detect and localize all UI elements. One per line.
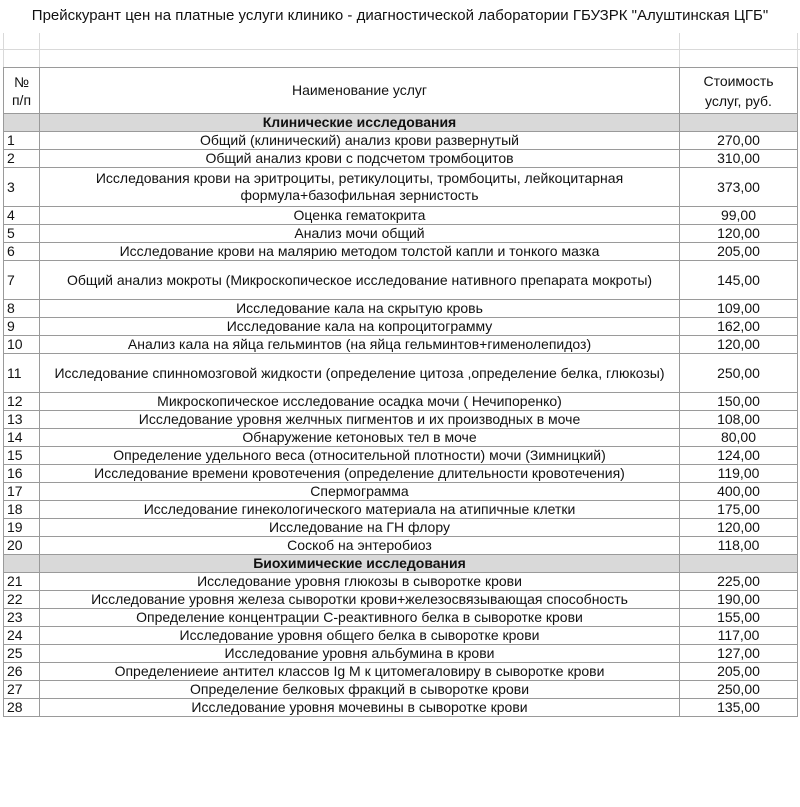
service-name-cell: Спермограмма (40, 483, 680, 501)
table-row (4, 354, 798, 393)
table-row (4, 627, 798, 645)
service-name-cell: Обнаружение кетоновых тел в моче (40, 429, 680, 447)
header-price-line2: услуг, руб. (705, 92, 772, 109)
section-title: Клинические исследования (40, 114, 680, 132)
table-row (4, 501, 798, 519)
service-price-cell: 120,00 (680, 225, 798, 243)
table-row (4, 318, 798, 336)
table-row (4, 393, 798, 411)
grid-line (679, 33, 680, 67)
row-number-cell: 11 (4, 354, 40, 393)
table-row (4, 663, 798, 681)
header-price-cell (680, 68, 798, 114)
table-row (4, 261, 798, 300)
row-number-cell: 6 (4, 243, 40, 261)
row-number-cell: 7 (4, 261, 40, 300)
service-name-cell: Исследование уровня общего белка в сыворотке крови (40, 627, 680, 645)
table-row (4, 681, 798, 699)
row-number-cell: 25 (4, 645, 40, 663)
service-name-cell: Определение удельного веса (относительной плотности) мочи (Зимницкий) (40, 447, 680, 465)
service-price-cell: 162,00 (680, 318, 798, 336)
service-name-cell: Исследование кала на копроцитограмму (40, 318, 680, 336)
table-row (4, 336, 798, 354)
row-number-cell: 20 (4, 537, 40, 555)
table-row (4, 519, 798, 537)
service-name-cell: Соскоб на энтеробиоз (40, 537, 680, 555)
row-number-cell: 21 (4, 573, 40, 591)
table-row (4, 168, 798, 207)
section-number-cell (4, 555, 40, 573)
row-number-cell: 1 (4, 132, 40, 150)
row-number-cell: 2 (4, 150, 40, 168)
service-name-cell: Определение белковых фракций в сыворотке крови (40, 681, 680, 699)
service-name-cell: Исследования крови на эритроциты, ретикулоциты, тромбоциты, лейкоцитарная формула+базофильная зернистость (40, 168, 680, 207)
table-row (4, 699, 798, 717)
section-number-cell (4, 114, 40, 132)
service-price-cell: 120,00 (680, 519, 798, 537)
row-number-cell: 22 (4, 591, 40, 609)
service-price-cell: 175,00 (680, 501, 798, 519)
service-name-cell: Общий (клинический) анализ крови развернутый (40, 132, 680, 150)
service-price-cell: 400,00 (680, 483, 798, 501)
service-name-cell: Исследование уровня железа сыворотки крови+железосвязывающая способность (40, 591, 680, 609)
section-title: Биохимические исследования (40, 555, 680, 573)
grid-line (39, 33, 40, 67)
header-price-line1: Стоимость (703, 72, 774, 89)
service-name-cell: Общий анализ крови с подсчетом тромбоцитов (40, 150, 680, 168)
service-name-cell: Микроскопическое исследование осадка мочи ( Нечипоренко) (40, 393, 680, 411)
row-number-cell: 4 (4, 207, 40, 225)
section-price-cell (680, 114, 798, 132)
table-row (4, 573, 798, 591)
service-price-cell: 155,00 (680, 609, 798, 627)
service-price-cell: 119,00 (680, 465, 798, 483)
service-price-cell: 127,00 (680, 645, 798, 663)
row-number-cell: 14 (4, 429, 40, 447)
table-row (4, 411, 798, 429)
service-price-cell: 118,00 (680, 537, 798, 555)
row-number-cell: 13 (4, 411, 40, 429)
service-price-cell: 270,00 (680, 132, 798, 150)
table-header-row (4, 68, 798, 114)
service-name-cell: Исследование гинекологического материала на атипичные клетки (40, 501, 680, 519)
row-number-cell: 3 (4, 168, 40, 207)
service-name-cell: Исследование уровня альбумина в крови (40, 645, 680, 663)
section-price-cell (680, 555, 798, 573)
table-row (4, 207, 798, 225)
section-header-row (4, 555, 798, 573)
row-number-cell: 19 (4, 519, 40, 537)
service-name-cell: Анализ кала на яйца гельминтов (на яйца гельминтов+гименолепидоз) (40, 336, 680, 354)
grid-line (0, 49, 800, 50)
service-price-cell: 124,00 (680, 447, 798, 465)
row-number-cell: 16 (4, 465, 40, 483)
service-name-cell: Определение концентрации С-реактивного белка в сыворотке крови (40, 609, 680, 627)
table-row (4, 300, 798, 318)
row-number-cell: 23 (4, 609, 40, 627)
service-price-cell: 150,00 (680, 393, 798, 411)
table-row (4, 537, 798, 555)
row-number-cell: 26 (4, 663, 40, 681)
service-price-cell: 109,00 (680, 300, 798, 318)
price-table (3, 67, 798, 717)
table-row (4, 591, 798, 609)
table-row (4, 609, 798, 627)
header-number-line2: п/п (11, 91, 32, 108)
service-name-cell: Исследование уровня желчных пигментов и их производных в моче (40, 411, 680, 429)
table-row (4, 243, 798, 261)
service-price-cell: 373,00 (680, 168, 798, 207)
service-name-cell: Определениеие антител классов Ig M к цитомегаловиру в сыворотке крови (40, 663, 680, 681)
service-price-cell: 80,00 (680, 429, 798, 447)
section-header-row (4, 114, 798, 132)
service-name-cell: Исследование уровня глюкозы в сыворотке крови (40, 573, 680, 591)
empty-sheet-rows (0, 33, 800, 67)
table-row (4, 645, 798, 663)
table-row (4, 465, 798, 483)
service-name-cell: Исследование кала на скрытую кровь (40, 300, 680, 318)
service-name-cell: Оценка гематокрита (40, 207, 680, 225)
service-name-cell: Анализ мочи общий (40, 225, 680, 243)
row-number-cell: 27 (4, 681, 40, 699)
service-price-cell: 250,00 (680, 681, 798, 699)
row-number-cell: 10 (4, 336, 40, 354)
row-number-cell: 18 (4, 501, 40, 519)
row-number-cell: 12 (4, 393, 40, 411)
row-number-cell: 28 (4, 699, 40, 717)
service-price-cell: 145,00 (680, 261, 798, 300)
service-price-cell: 190,00 (680, 591, 798, 609)
row-number-cell: 9 (4, 318, 40, 336)
service-price-cell: 135,00 (680, 699, 798, 717)
grid-line (797, 33, 798, 67)
service-price-cell: 205,00 (680, 243, 798, 261)
table-row (4, 150, 798, 168)
row-number-cell: 17 (4, 483, 40, 501)
service-price-cell: 108,00 (680, 411, 798, 429)
service-price-cell: 225,00 (680, 573, 798, 591)
document-title: Прейскурант цен на платные услуги клинико - диагностической лаборатории ГБУЗРК "Алуштинская ЦГБ" (31, 7, 769, 24)
header-number-cell (4, 68, 40, 114)
table-row (4, 225, 798, 243)
table-row (4, 132, 798, 150)
table-row (4, 483, 798, 501)
service-name-cell: Общий анализ мокроты (Микроскопическое исследование нативного препарата мокроты) (40, 261, 680, 300)
row-number-cell: 5 (4, 225, 40, 243)
service-price-cell: 99,00 (680, 207, 798, 225)
service-price-cell: 120,00 (680, 336, 798, 354)
service-name-cell: Исследование на ГН флору (40, 519, 680, 537)
table-row (4, 429, 798, 447)
service-price-cell: 250,00 (680, 354, 798, 393)
service-price-cell: 310,00 (680, 150, 798, 168)
service-name-cell: Исследование крови на малярию методом толстой капли и тонкого мазка (40, 243, 680, 261)
row-number-cell: 8 (4, 300, 40, 318)
row-number-cell: 24 (4, 627, 40, 645)
table-row (4, 447, 798, 465)
service-price-cell: 205,00 (680, 663, 798, 681)
service-name-cell: Исследование времени кровотечения (определение длительности кровотечения) (40, 465, 680, 483)
header-number-line1: № (13, 73, 30, 90)
row-number-cell: 15 (4, 447, 40, 465)
grid-line (3, 33, 4, 67)
service-price-cell: 117,00 (680, 627, 798, 645)
header-name-cell: Наименование услуг (40, 68, 680, 114)
service-name-cell: Исследование уровня мочевины в сыворотке крови (40, 699, 680, 717)
service-name-cell: Исследование спинномозговой жидкости (определение цитоза ,определение белка, глюкозы) (40, 354, 680, 393)
